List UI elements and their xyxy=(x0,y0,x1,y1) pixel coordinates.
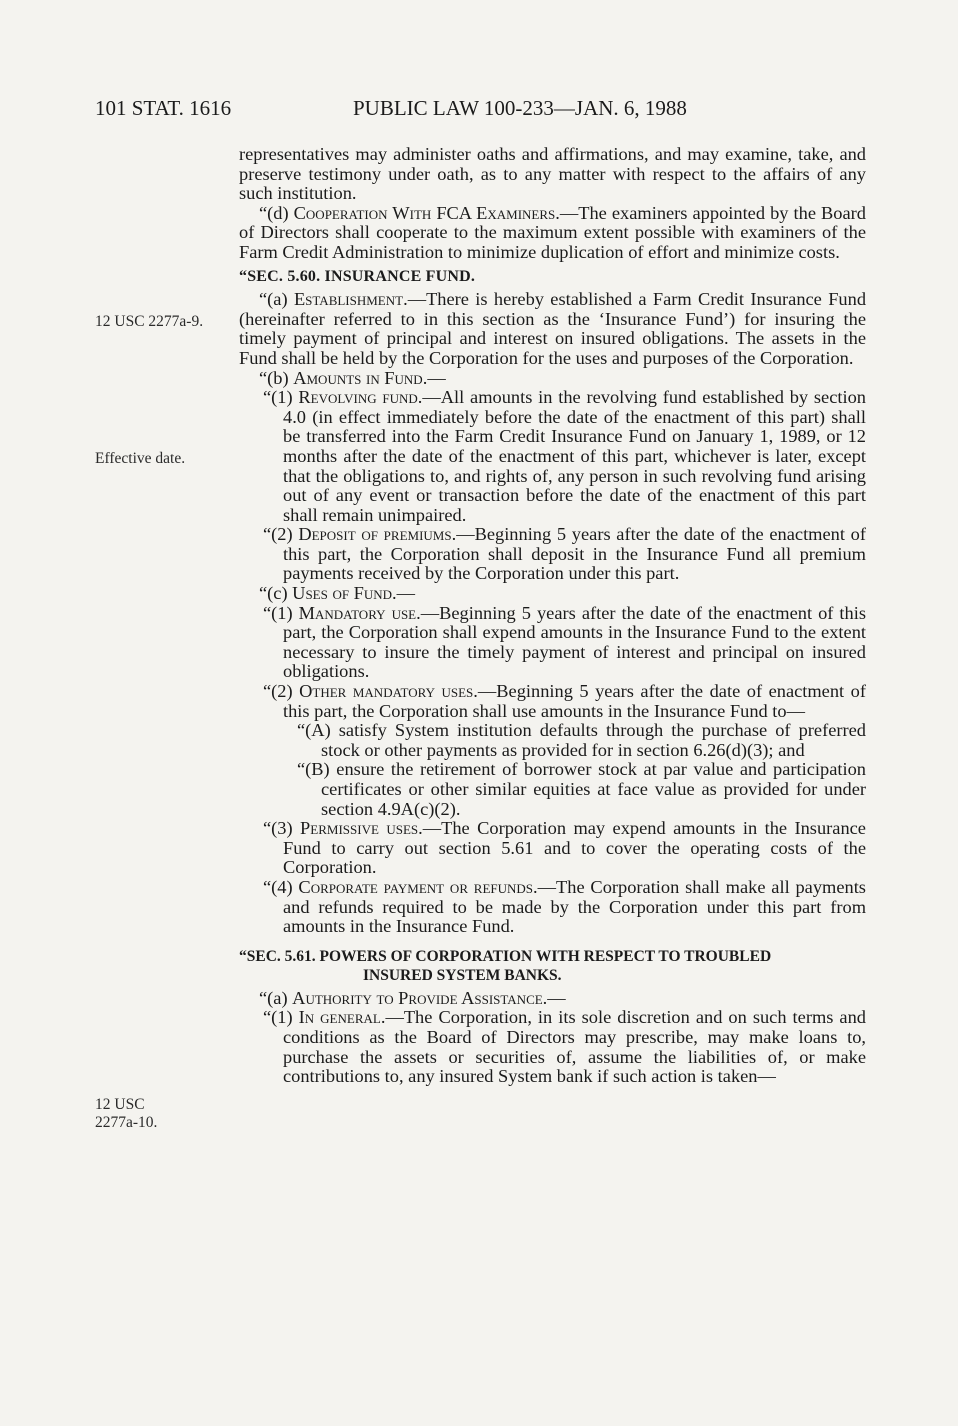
paragraph-text: — xyxy=(396,583,416,604)
margin-note-usc-2277a9: 12 USC 2277a-9. xyxy=(95,313,204,330)
paragraph-c4 xyxy=(239,878,866,937)
margin-note-line: 2277a-10. xyxy=(95,1114,158,1131)
paragraph-text: — xyxy=(427,367,446,388)
paragraph-text: —Beginning 5 years after the date of the enactment of this part, the Corporation shall expend amounts in the Insurance Fund to the extent necessary to insure the timely payment of interest and principal on insured obligations. xyxy=(283,602,867,682)
paragraph-c2b: “(B) ensure the retirement of borrower stock at par value and participation certificates or other similar equities at face value as provided for under section 4.9A(c)(2). xyxy=(297,759,866,819)
paragraph-continuation: representatives may administer oaths and affirmations, and may examine, take, and preserve testimony under oath, as to any matter with respect to the affairs of any such institution. xyxy=(239,144,866,204)
paragraph-text: —Beginning 5 years after the date of enactment of this part, the Corporation shall use amounts in the Insurance Fund to— xyxy=(283,681,866,721)
section-title-5-61 xyxy=(239,947,866,985)
paragraph-text: —Beginning 5 years after the date of the enactment of this part, the Corporation shall deposit in the Insurance Fund all premium payments received by the Corporation under this part. xyxy=(283,524,866,584)
paragraph-number: “(2) xyxy=(263,524,299,545)
page-header xyxy=(95,96,863,130)
stat-page-number: 101 STAT. 1616 xyxy=(95,96,232,120)
paragraph-heading: Mandatory use. xyxy=(298,602,421,623)
paragraph-text: —There is hereby established a Farm Credit Insurance Fund (hereinafter referred to in this section as the ‘Insurance Fund’) for insuring the timely payment of principal and interest on insured obligations. The assets in the Fund shall be held by the Corporation for the uses and purposes of the Corporation. xyxy=(239,289,867,368)
paragraph-number: “(a) xyxy=(259,987,293,1008)
paragraph-heading: Uses of Fund. xyxy=(292,583,397,604)
paragraph-heading: Amounts in Fund. xyxy=(293,367,428,388)
paragraph-c3 xyxy=(239,819,866,878)
paragraph-text: — xyxy=(547,987,566,1008)
law-date-heading: PUBLIC LAW 100-233—JAN. 6, 1988 xyxy=(353,96,687,120)
paragraph-number: “(a) xyxy=(259,289,294,310)
paragraph-561a xyxy=(239,989,866,1009)
paragraph-number: “(1) xyxy=(263,602,299,623)
paragraph-c xyxy=(239,584,866,604)
paragraph-c2a: “(A) satisfy System institution defaults through the purchase of preferred stock or other payments as provided for in section 6.26(d)(3); and xyxy=(297,720,866,760)
paragraph-number: “(d) xyxy=(259,202,294,223)
paragraph-heading: Deposit of premiums. xyxy=(298,524,457,545)
paragraph-heading: In general. xyxy=(298,1007,386,1028)
paragraph-number: “(2) xyxy=(263,681,300,702)
margin-note-line: 12 USC xyxy=(95,1096,145,1113)
section-title-line: “SEC. 5.61. POWERS OF CORPORATION WITH RESPECT TO TROUBLED xyxy=(239,947,772,965)
paragraph-b1 xyxy=(239,388,866,525)
paragraph-text: —The examiners appointed by the Board of Directors shall cooperate to the maximum extent possible with examiners of the Farm Credit Administration to minimize duplication of effort and minimize costs. xyxy=(239,202,866,262)
paragraph-a xyxy=(239,290,866,368)
margin-note-effective-date: Effective date. xyxy=(95,450,186,467)
margin-note-usc-2277a10 xyxy=(95,1096,157,1132)
paragraph-heading: Permissive uses. xyxy=(300,818,423,839)
paragraph-heading: Corporate payment or refunds. xyxy=(298,876,538,897)
paragraph-text: —The Corporation, in its sole discretion and on such terms and conditions as the Board of Directors may prescribe, may make loans to, purchase the assets or securities of, assume the liabilities of, or make contributions to, any insured System bank if such action is taken— xyxy=(283,1007,866,1087)
paragraph-text: —The Corporation may expend amounts in the Insurance Fund to carry out section 5.61 and to cover the operating costs of the Corporation. xyxy=(283,818,866,878)
paragraph-heading: Establishment. xyxy=(293,289,408,310)
paragraph-b xyxy=(239,369,866,389)
paragraph-number: “(b) xyxy=(259,367,294,388)
paragraph-heading: Authority to Provide Assistance. xyxy=(292,987,548,1008)
paragraph-number: “(1) xyxy=(263,387,299,408)
paragraph-number: “(1) xyxy=(263,1007,299,1028)
paragraph-b2 xyxy=(239,525,866,584)
paragraph-c2 xyxy=(239,682,866,721)
paragraph-d xyxy=(239,204,866,263)
paragraph-number: “(3) xyxy=(263,818,301,839)
section-title-5-60: “SEC. 5.60. INSURANCE FUND. xyxy=(239,267,476,285)
paragraph-number: “(c) xyxy=(259,583,293,604)
paragraph-text: —All amounts in the revolving fund established by section 4.0 (in effect immediately before the date of the enactment of this part) shall be transferred into the Farm Credit Insurance Fund on January 1, 1989, or 12 months after the date of the enactment of this part, whichever is later, except that the obligations to, and rights of, any person in such revolving fund arising out of any event or transaction before the date of the enactment of this part shall remain unimpaired. xyxy=(283,387,866,525)
paragraph-number: “(4) xyxy=(263,876,299,897)
paragraph-heading: Revolving fund. xyxy=(298,387,423,408)
paragraph-heading: Other mandatory uses. xyxy=(299,681,478,702)
paragraph-c1 xyxy=(239,604,866,682)
paragraph-heading: Cooperation With FCA Examiners. xyxy=(293,202,560,223)
paragraph-561a1 xyxy=(239,1008,866,1086)
body-text xyxy=(239,145,866,1087)
paragraph-text: —The Corporation shall make all payments and refunds required to be made by the Corporation under this part from amounts in the Insurance Fund. xyxy=(283,876,866,937)
section-title-line: INSURED SYSTEM BANKS. xyxy=(363,966,562,984)
